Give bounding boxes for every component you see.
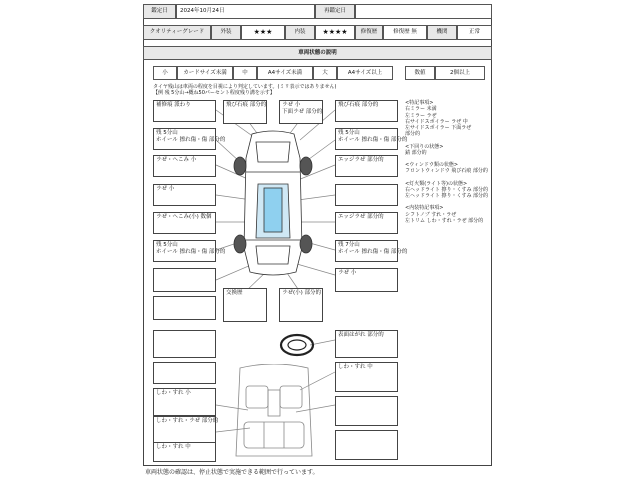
- size-large: 大: [313, 66, 337, 80]
- repair-label: 修復歴: [355, 25, 383, 40]
- notes-window-title: <ウィンドウ類の状態>: [405, 162, 459, 168]
- callout-right-6: ラぜ 小: [335, 268, 398, 292]
- callout-center-3: 交換歴: [223, 288, 267, 322]
- callout-left-2: 残 5分山 ホイール 擦れ傷・傷 部分的: [153, 128, 216, 150]
- interior-callout-7: [335, 430, 398, 460]
- callout-center-1: 飛び石痕 部分的: [223, 100, 267, 124]
- interior-callout-8: [153, 330, 216, 358]
- notes-special-title: <特記事項>: [405, 100, 434, 106]
- callout-left-3: ラぜ・へこみ 小: [153, 155, 216, 177]
- size-medium-desc: A4サイズ未満: [257, 66, 313, 80]
- appraisal-date-value: 2024年10月24日: [176, 4, 315, 19]
- size-small: 小: [153, 66, 177, 80]
- notes-underbody-title: <下回りの状態>: [405, 143, 444, 150]
- tire-note-line2: 【例 残 5分山→概ね50パーセント程度残り溝を示す】: [153, 90, 275, 97]
- size-medium: 中: [233, 66, 257, 80]
- repair-value: 修復歴 無: [383, 25, 427, 40]
- interior-label: 内装: [285, 25, 315, 40]
- size-large-desc: A4サイズ以上: [337, 66, 393, 80]
- footer-note: 車両状態の確認は、停止状態で実施できる範囲で行っています。: [145, 469, 319, 476]
- interior-callout-2: しわ・すれ 中: [335, 362, 398, 392]
- callout-right-1: 残 5分山 ホイール 擦れ傷・傷 部分的: [335, 128, 398, 150]
- size-small-desc: カードサイズ未満: [177, 66, 233, 80]
- car-interior-diagram: [228, 364, 320, 460]
- exterior-label: 外装: [211, 25, 241, 40]
- callout-left-4: ラぜ 小: [153, 184, 216, 206]
- callout-right-4: エッジラぜ 部分的: [335, 212, 398, 234]
- callout-left-6: 残 5分山 ホイール 擦れ傷・傷 部分的: [153, 240, 216, 262]
- steering-wheel-icon: [279, 333, 315, 357]
- odometer-value: 正常: [457, 25, 492, 40]
- callout-center-4: ラぜ(小) 部分的: [279, 288, 323, 322]
- section-title: 車両状態の説明: [143, 46, 492, 60]
- interior-callout-4: しわ・すれ・ラぜ 部分的: [153, 416, 216, 444]
- appraisal-date-label: 鑑定日: [143, 4, 176, 19]
- interior-stars: ★★★★: [315, 25, 355, 40]
- tire-note-line1: タイヤ残山は車両の程度を目視により判定しています。(ミリ表示ではありません): [153, 84, 337, 90]
- interior-callout-1: 表面はがれ 部分的: [335, 330, 398, 358]
- count-value: 2個以上: [435, 66, 485, 80]
- exterior-stars: ★★★: [241, 25, 285, 40]
- notes-panel: <特記事項> 右ミラー 未満 左ミラー ラぜ 右サイドスポイラー ラぜ 中 左サイドスポイラー 下面ラぜ 部分的 <下回りの状態> 錆 部分的 <ウィンドウ類の状態> フロントウィンドウ 飛び石痕 部分的 <灯火類(ライト等)の状態> 右ヘッドライト 擦り・くすみ 部分的 左ヘッドライト 擦り・くすみ 部分的 <内装特記事項> シフトノブ すれ・ラぜ 左トリム しわ・すれ・ラぜ 部分的: [405, 100, 489, 224]
- callout-right-2: エッジラぜ 部分的: [335, 155, 398, 177]
- reappraisal-label: 再鑑定日: [315, 4, 355, 19]
- callout-left-1: 補修痕 派わり: [153, 100, 216, 122]
- notes-interior-title: <内装特記事項>: [405, 205, 444, 212]
- car-top-view-diagram: [228, 128, 318, 278]
- callout-left-7: [153, 268, 216, 292]
- callout-center-2: ラぜ 小 下面ラぜ 部分的: [279, 100, 323, 124]
- interior-callout-3: しわ・すれ 小: [153, 388, 216, 416]
- notes-lights-title: <灯火類(ライト等)の状態>: [405, 180, 468, 187]
- callout-left-5: ラぜ・へこみ(小) 数個: [153, 212, 216, 234]
- callout-right-0: 飛び石痕 部分的: [335, 100, 398, 122]
- interior-callout-5: しわ・すれ 中: [153, 442, 216, 462]
- interior-callout-6: [335, 396, 398, 426]
- count-label: 数値: [405, 66, 435, 80]
- callout-right-3: [335, 184, 398, 206]
- grade-label: クオリティーグレード: [143, 25, 211, 40]
- interior-callout-9: [153, 362, 216, 384]
- callout-left-8: [153, 296, 216, 320]
- odometer-label: 機関: [427, 25, 457, 40]
- callout-right-5: 残 7分山 ホイール 擦れ傷・傷 部分的: [335, 240, 398, 262]
